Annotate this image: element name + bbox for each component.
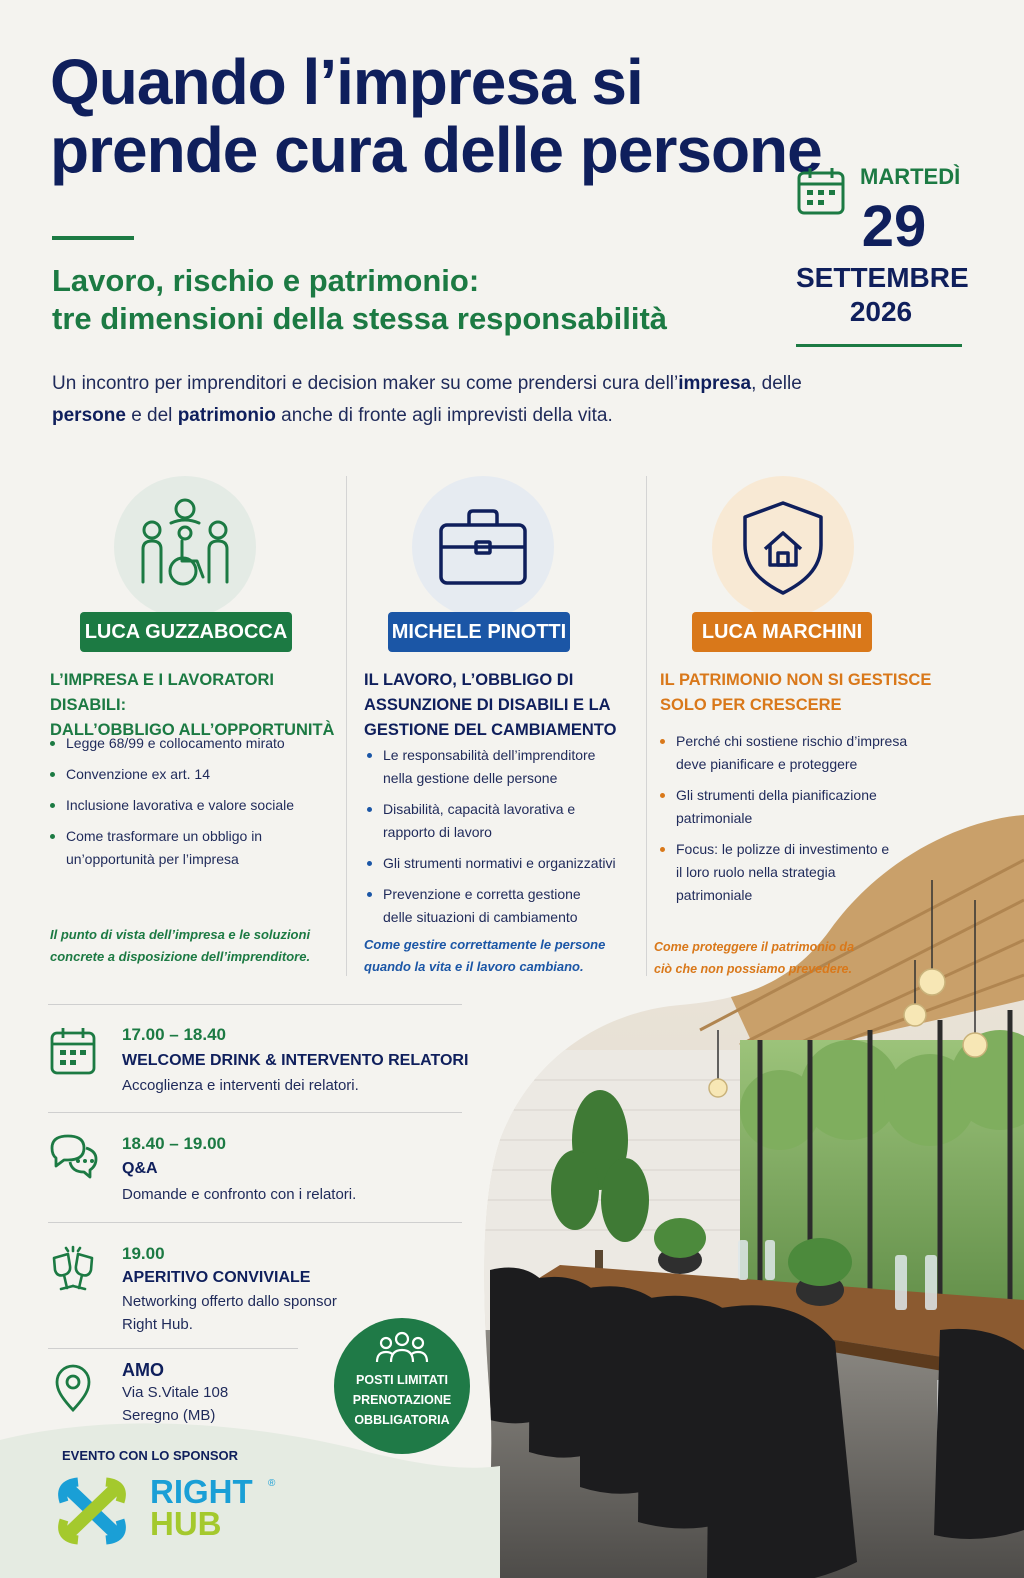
schedule-title: APERITIVO CONVIVIALE [122, 1269, 311, 1286]
intro-bold-impresa: impresa [678, 373, 752, 394]
intro-bold-persone: persone [52, 405, 126, 426]
schedule-desc-line: Right Hub. [122, 1316, 193, 1333]
schedule-desc-line: Networking offerto dallo sponsor [122, 1293, 337, 1310]
intro-part: anche di fronte agli imprevisti della vita. [275, 405, 613, 426]
limited-seats-badge [334, 1318, 470, 1454]
talk-title-line: L’IMPRESA E I LAVORATORI DISABILI: [50, 671, 274, 714]
talk-quote: Il punto di vista dell’impresa e le soluzioni concrete a disposizione dell’imprenditore. [50, 927, 311, 964]
logo-registered-mark: ® [268, 1478, 276, 1489]
group-icon [374, 1330, 430, 1370]
briefcase-icon [433, 497, 533, 597]
schedule-desc: Accoglienza e interventi dei relatori. [122, 1077, 359, 1094]
page-title: Quando l’impresa si prende cura delle persone [50, 46, 822, 186]
schedule-title: Q&A [122, 1160, 158, 1177]
list-item: Prevenzione e corretta gestione delle situazioni di cambiamento [367, 883, 603, 929]
logo-text-right: RIGHT [150, 1473, 253, 1510]
map-pin-icon [48, 1364, 98, 1414]
list-item: Gli strumenti normativi e organizzativi [367, 852, 629, 875]
schedule-title: WELCOME DRINK & INTERVENTO RELATORI [122, 1052, 469, 1069]
talk-title-line: ASSUNZIONE DI DISABILI E LA [364, 696, 611, 714]
people-wheelchair-icon [135, 497, 235, 597]
list-item: Gli strumenti della pianificazione patrimoniale [660, 784, 896, 830]
speaker-icon-circle [114, 476, 256, 618]
calendar-icon [796, 166, 846, 216]
calendar-icon [48, 1026, 98, 1076]
speaker-name-badge: LUCA GUZZABOCCA [80, 612, 292, 652]
speaker-column-marchini [654, 476, 950, 976]
schedule-divider [48, 1112, 462, 1113]
location-name: AMO [122, 1360, 164, 1380]
speaker-name-badge: LUCA MARCHINI [692, 612, 872, 652]
intro-part: Un incontro per imprenditori e decision maker su come prendersi cura dell’ [52, 373, 679, 394]
talk-quote: Come proteggere il patrimonio da ciò che non possiamo prevedere. [654, 940, 855, 976]
talk-title-line: GESTIONE DEL CAMBIAMENTO [364, 721, 617, 739]
schedule-time: 18.40 – 19.00 [122, 1134, 226, 1153]
schedule-desc [122, 1290, 337, 1336]
intro-part: , delle [751, 373, 802, 394]
schedule-divider [48, 1222, 462, 1223]
intro-bold-patrimonio: patrimonio [177, 405, 276, 426]
subtitle-line-1: Lavoro, rischio e patrimonio: [52, 263, 480, 298]
list-item: Focus: le polizze di investimento e il loro ruolo nella strategia patrimoniale [660, 838, 896, 907]
list-item: Come trasformare un obbligo in un’opportunità per l’impresa [50, 825, 276, 871]
talk-points [660, 730, 922, 915]
seats-line-2: PRENOTAZIONE [352, 1393, 452, 1407]
event-date [796, 160, 969, 350]
talk-title [364, 668, 654, 743]
list-item: Convenzione ex art. 14 [50, 763, 320, 786]
speaker-name-badge: MICHELE PINOTTI [388, 612, 570, 652]
schedule-divider [48, 1004, 462, 1005]
list-item: Legge 68/99 e collocamento mirato [50, 732, 320, 755]
list-item: Perché chi sostiene rischio d’impresa deve pianificare e proteggere [660, 730, 926, 776]
speaker-icon-circle [712, 476, 854, 618]
seats-line-1: POSTI LIMITATI [356, 1373, 448, 1387]
speaker-column-guzzabocca [50, 476, 340, 976]
seats-line-3: OBBLIGATORIA [354, 1413, 450, 1427]
address-line: Via S.Vitale 108 [122, 1384, 229, 1401]
date-weekday: MARTEDÌ [860, 164, 961, 189]
list-item: Disabilità, capacità lavorativa e rapporto di lavoro [367, 798, 583, 844]
speaker-column-pinotti [364, 476, 654, 976]
schedule-divider [48, 1348, 298, 1349]
talk-title-line: IL PATRIMONIO NON SI GESTISCE [660, 671, 932, 689]
list-item: Le responsabilità dell’imprenditore nella gestione delle persone [367, 744, 615, 790]
intro-part: e del [125, 405, 178, 426]
column-separator [346, 476, 347, 976]
chat-bubbles-icon [48, 1130, 98, 1180]
schedule-desc: Domande e confronto con i relatori. [122, 1186, 357, 1203]
talk-title-line: SOLO PER CRESCERE [660, 696, 842, 714]
shield-home-icon [733, 497, 833, 597]
intro-text [52, 368, 812, 432]
sponsor-label: EVENTO CON LO SPONSOR [62, 1448, 239, 1463]
talk-title-line: DALL’OBBLIGO ALL’OPPORTUNITÀ [50, 721, 335, 739]
talk-points [50, 732, 320, 879]
list-item: Inclusione lavorativa e valore sociale [50, 794, 320, 817]
logo-text-hub: HUB [150, 1505, 222, 1542]
date-day-number: 29 [861, 194, 927, 259]
title-divider [52, 236, 134, 240]
speaker-icon-circle [412, 476, 554, 618]
talk-points [367, 744, 629, 937]
date-year: 2026 [849, 296, 913, 327]
location-address [122, 1381, 228, 1427]
schedule-time: 17.00 – 18.40 [122, 1025, 226, 1044]
schedule-time: 19.00 [122, 1244, 165, 1263]
date-month: SETTEMBRE [796, 262, 969, 293]
date-divider [796, 344, 962, 347]
cheers-glasses-icon [48, 1244, 98, 1294]
talk-title-line: IL LAVORO, L’OBBLIGO DI [364, 671, 574, 689]
right-hub-logo-icon [56, 1476, 128, 1546]
subtitle [52, 262, 752, 338]
talk-quote: Come gestire correttamente le persone quando la vita e il lavoro cambiano. [364, 937, 606, 974]
address-line: Seregno (MB) [122, 1407, 216, 1424]
talk-title [660, 668, 950, 718]
subtitle-line-2: tre dimensioni della stessa responsabilità [52, 301, 668, 336]
